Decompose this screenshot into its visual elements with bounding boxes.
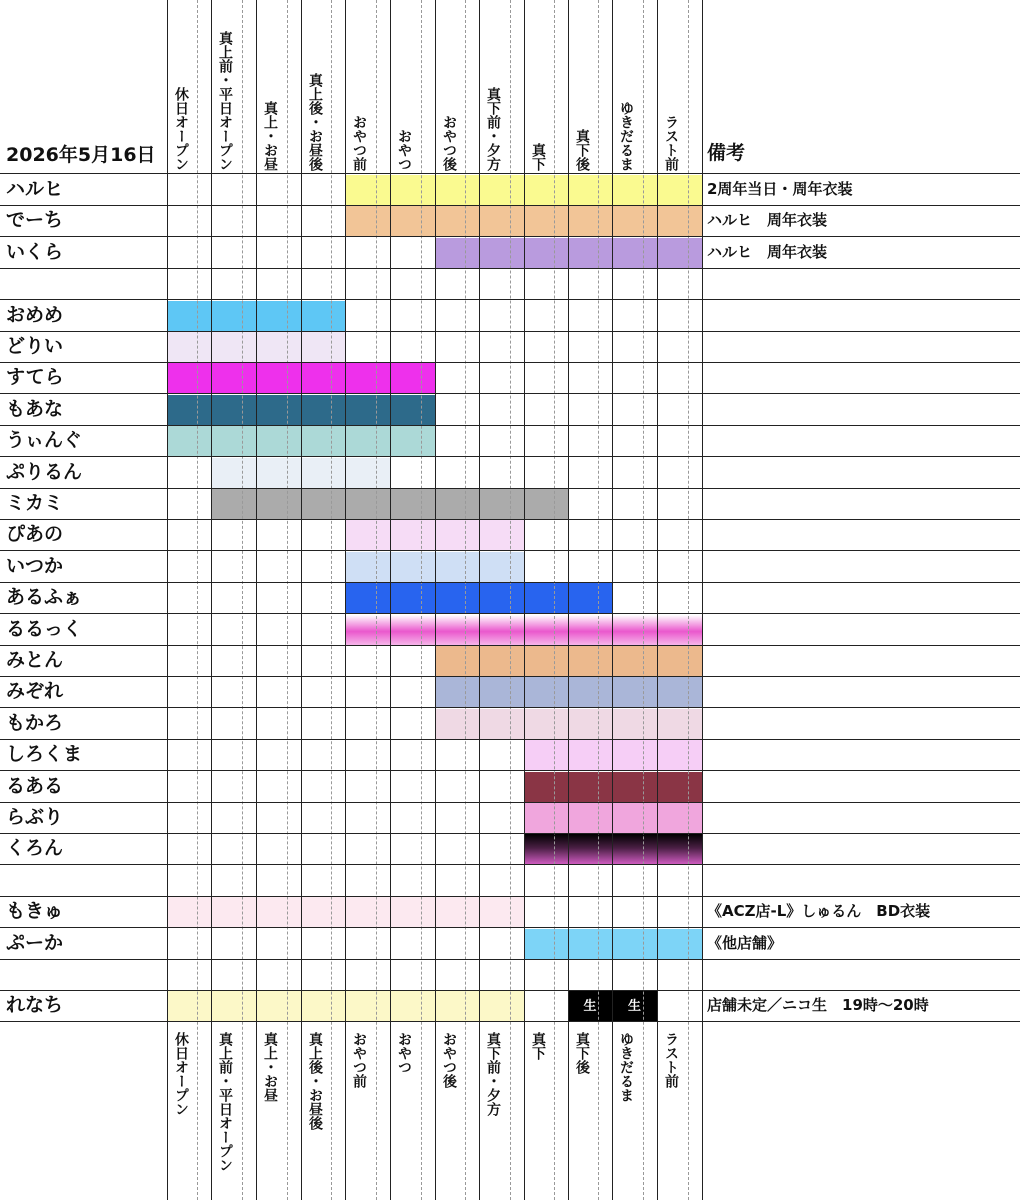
grid-hline xyxy=(0,393,1020,394)
grid-hline xyxy=(0,550,1020,551)
grid-hline xyxy=(0,205,1020,206)
live-stream-marker: 生 xyxy=(612,991,657,1021)
cast-name: あるふぁ xyxy=(6,586,83,609)
cast-name: みぞれ xyxy=(6,680,64,703)
slot-header: 真上前・平日オープン xyxy=(217,31,233,171)
slot-footer: 真上・お昼 xyxy=(262,1032,278,1102)
slot-header: 真上後・お昼後 xyxy=(307,73,323,171)
grid-hline xyxy=(0,990,1020,991)
grid-hline xyxy=(0,488,1020,489)
shift-bar xyxy=(524,772,702,802)
slot-header: 真上・お昼 xyxy=(262,101,278,171)
slot-guide-line xyxy=(554,0,555,1200)
slot-footer: 真下 xyxy=(530,1032,546,1060)
live-stream-marker: 生 xyxy=(568,991,612,1021)
grid-vline xyxy=(435,0,436,1200)
grid-vline xyxy=(256,0,257,1200)
cast-name: ミカミ xyxy=(6,492,64,514)
slot-header: 真下 xyxy=(530,143,546,171)
shift-bar xyxy=(524,803,702,833)
cast-name: くろん xyxy=(6,837,64,860)
slot-footer: ゆきだるま xyxy=(618,1032,634,1102)
grid-hline xyxy=(0,676,1020,677)
slot-guide-line xyxy=(331,0,332,1200)
cast-name: ぷーか xyxy=(6,931,64,954)
grid-hline xyxy=(0,582,1020,583)
cast-name: もかろ xyxy=(6,711,64,734)
slot-footer: おやつ xyxy=(396,1032,412,1074)
slot-footer: 休日オープン xyxy=(173,1032,189,1116)
grid-vline xyxy=(390,0,391,1200)
slot-header: 休日オープン xyxy=(173,87,189,171)
slot-guide-line xyxy=(598,0,599,1200)
grid-hline xyxy=(0,299,1020,300)
grid-hline xyxy=(0,331,1020,332)
cast-name: ハルヒ xyxy=(6,178,64,200)
grid-hline xyxy=(0,519,1020,520)
slot-footer: 真上前・平日オープン xyxy=(217,1032,233,1172)
slot-guide-line xyxy=(197,0,198,1200)
slot-footer: ラスト前 xyxy=(663,1032,679,1088)
remark-text: 店舗未定／ニコ生 19時〜20時 xyxy=(707,996,929,1015)
cast-name: るある xyxy=(6,774,64,797)
grid-hline xyxy=(0,707,1020,708)
slot-header: おやつ xyxy=(396,129,412,171)
grid-vline xyxy=(524,0,525,1200)
grid-hline xyxy=(0,236,1020,237)
slot-guide-line xyxy=(242,0,243,1200)
cast-name: でーち xyxy=(6,209,64,232)
cast-name: いつか xyxy=(6,554,64,577)
grid-vline xyxy=(167,0,168,1200)
grid-hline xyxy=(0,739,1020,740)
grid-hline xyxy=(0,833,1020,834)
slot-guide-line xyxy=(287,0,288,1200)
grid-vline xyxy=(301,0,302,1200)
slot-header: 真下後 xyxy=(574,129,590,171)
shift-bar xyxy=(524,740,702,770)
grid-vline xyxy=(568,0,569,1200)
grid-hline xyxy=(0,802,1020,803)
grid-hline xyxy=(0,959,1020,960)
remarks-header: 備考 xyxy=(707,142,746,164)
cast-name: らぶり xyxy=(6,806,64,828)
grid-hline xyxy=(0,864,1020,865)
grid-hline xyxy=(0,645,1020,646)
grid-hline xyxy=(0,456,1020,457)
slot-footer: おやつ前 xyxy=(351,1032,367,1088)
schedule-date: 2026年5月16日 xyxy=(6,144,156,166)
slot-guide-line xyxy=(643,0,644,1200)
grid-hline xyxy=(0,425,1020,426)
grid-hline xyxy=(0,613,1020,614)
cast-name: みとん xyxy=(6,649,64,671)
slot-header: ラスト前 xyxy=(663,115,679,171)
cast-name: れなち xyxy=(6,994,64,1017)
grid-hline xyxy=(0,173,1020,174)
grid-hline xyxy=(0,927,1020,928)
slot-footer: おやつ後 xyxy=(441,1032,457,1088)
grid-vline xyxy=(657,0,658,1200)
cast-name: どりい xyxy=(6,335,64,357)
slot-header: ゆきだるま xyxy=(618,101,634,171)
cast-name: るるっく xyxy=(6,617,83,640)
grid-vline xyxy=(479,0,480,1200)
slot-guide-line xyxy=(421,0,422,1200)
grid-vline xyxy=(345,0,346,1200)
cast-name: うぃんぐ xyxy=(6,429,83,452)
shift-bar xyxy=(524,834,702,864)
slot-header: おやつ後 xyxy=(441,115,457,171)
grid-hline xyxy=(0,362,1020,363)
cast-name: ぷりるん xyxy=(6,460,83,483)
remark-text: 《他店舗》 xyxy=(707,933,783,952)
cast-name: もあな xyxy=(6,397,64,420)
slot-guide-line xyxy=(376,0,377,1200)
slot-guide-line xyxy=(465,0,466,1200)
remark-text: 《ACZ店-L》しゅるん BD衣装 xyxy=(707,902,931,921)
cast-name: ぴあの xyxy=(6,523,64,546)
shift-bar xyxy=(524,929,702,959)
grid-vline xyxy=(211,0,212,1200)
cast-name: しろくま xyxy=(6,743,83,766)
cast-name: おめめ xyxy=(6,303,64,326)
grid-hline xyxy=(0,896,1020,897)
slot-guide-line xyxy=(688,0,689,1200)
grid-vline xyxy=(612,0,613,1200)
slot-footer: 真下前・夕方 xyxy=(485,1032,501,1116)
cast-name: もきゅ xyxy=(6,900,64,923)
grid-hline xyxy=(0,268,1020,269)
cast-name: すてら xyxy=(6,366,64,389)
remark-text: ハルヒ 周年衣装 xyxy=(707,242,828,261)
slot-header: おやつ前 xyxy=(351,115,367,171)
grid-vline xyxy=(702,0,703,1200)
remark-text: ハルヒ 周年衣装 xyxy=(707,211,828,230)
slot-footer: 真上後・お昼後 xyxy=(307,1032,323,1130)
slot-guide-line xyxy=(510,0,511,1200)
slot-footer: 真下後 xyxy=(574,1032,590,1074)
grid-hline xyxy=(0,1021,1020,1022)
remark-text: 2周年当日・周年衣装 xyxy=(707,180,853,198)
cast-name: いくら xyxy=(6,240,64,263)
grid-hline xyxy=(0,770,1020,771)
slot-header: 真下前・夕方 xyxy=(485,87,501,171)
